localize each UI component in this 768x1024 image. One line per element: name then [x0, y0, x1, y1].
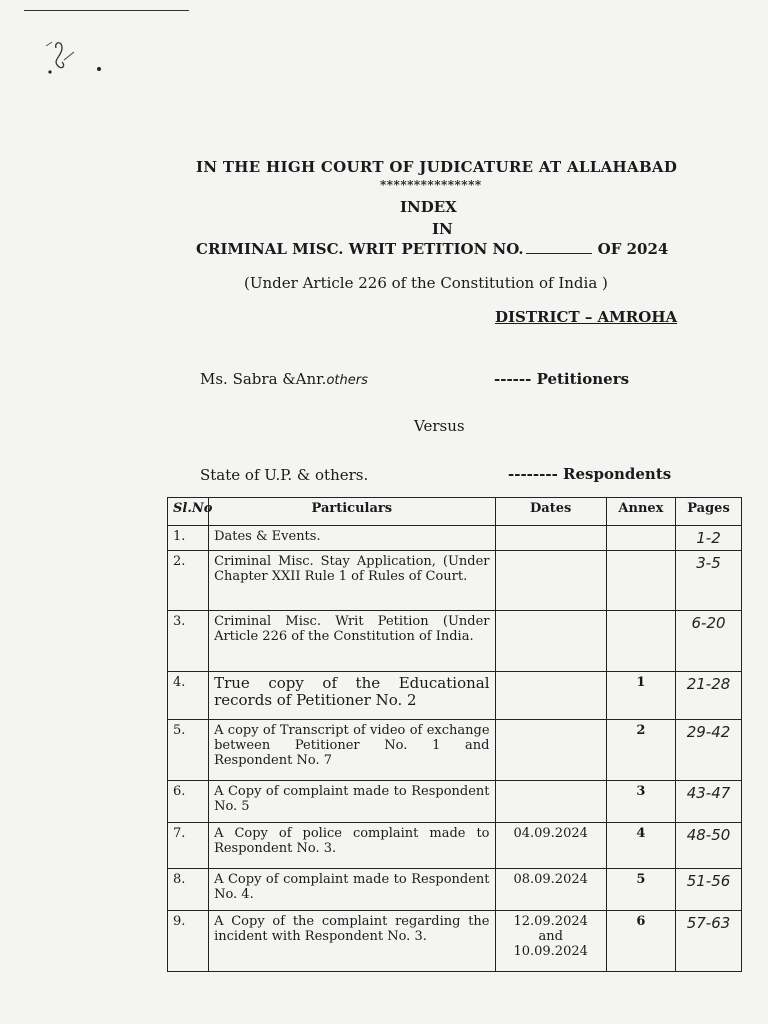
row-annex [606, 526, 675, 551]
respondent-name: State of U.P. & others. [200, 466, 369, 484]
row-particulars: Dates & Events. [209, 526, 495, 551]
in-heading: IN [432, 220, 453, 238]
row-annex [606, 611, 675, 672]
row-particulars: A Copy of the complaint regarding the incident with Respondent No. 3. [209, 911, 495, 972]
petitioner-role: ------ Petitioners [494, 370, 630, 388]
petitioner-name [200, 370, 368, 388]
handwritten-mark-icon [44, 38, 114, 82]
header-particulars: Particulars [209, 498, 495, 526]
row-annex: 3 [606, 781, 675, 823]
row-annex: 2 [606, 720, 675, 781]
row-dates [495, 551, 606, 611]
row-annex: 4 [606, 823, 675, 869]
row-dates [495, 720, 606, 781]
row-dates [495, 672, 606, 720]
table-row [168, 551, 742, 611]
row-annex: 1 [606, 672, 675, 720]
index-table [167, 497, 742, 972]
row-sl: 3. [168, 611, 209, 672]
court-title: IN THE HIGH COURT OF JUDICATURE AT ALLAHABAD [196, 158, 678, 176]
petitioner-handwritten-note: others [326, 373, 368, 388]
row-sl: 9. [168, 911, 209, 972]
table-row [168, 911, 742, 972]
petition-prefix: CRIMINAL MISC. WRIT PETITION NO. [196, 240, 524, 258]
row-particulars: Criminal Misc. Stay Application, (Under Chapter XXII Rule 1 of Rules of Court. [209, 551, 495, 611]
row-sl: 1. [168, 526, 209, 551]
index-heading: INDEX [400, 198, 457, 216]
row-dates [495, 781, 606, 823]
row-pages: 43-47 [676, 781, 742, 823]
row-sl: 6. [168, 781, 209, 823]
petition-title [196, 240, 696, 258]
row-particulars: A copy of Transcript of video of exchange between Petitioner No. 1 and Respondent No. 7 [209, 720, 495, 781]
row-pages: 1-2 [676, 526, 742, 551]
row-annex: 5 [606, 869, 675, 911]
row-sl: 5. [168, 720, 209, 781]
row-pages: 3-5 [676, 551, 742, 611]
row-particulars: A Copy of complaint made to Respondent No. 5 [209, 781, 495, 823]
table-row [168, 781, 742, 823]
petition-number-blank [526, 253, 592, 254]
top-rule [24, 10, 189, 11]
row-dates: 08.09.2024 [495, 869, 606, 911]
row-pages: 57-63 [676, 911, 742, 972]
row-particulars: Criminal Misc. Writ Petition (Under Article 226 of the Constitution of India. [209, 611, 495, 672]
table-header-row [168, 498, 742, 526]
header-dates: Dates [495, 498, 606, 526]
row-sl: 2. [168, 551, 209, 611]
header-annex: Annex [606, 498, 675, 526]
row-pages: 21-28 [676, 672, 742, 720]
table-row [168, 611, 742, 672]
row-pages: 6-20 [676, 611, 742, 672]
row-annex: 6 [606, 911, 675, 972]
table-row [168, 526, 742, 551]
row-sl: 4. [168, 672, 209, 720]
respondent-role: -------- Respondents [508, 465, 672, 483]
versus-label: Versus [414, 417, 465, 435]
row-particulars: True copy of the Educational records of Petitioner No. 2 [209, 672, 495, 720]
table-row [168, 823, 742, 869]
row-dates [495, 611, 606, 672]
table-row [168, 672, 742, 720]
row-sl: 7. [168, 823, 209, 869]
row-pages: 29-42 [676, 720, 742, 781]
row-pages: 51-56 [676, 869, 742, 911]
petitioner-name-text: Ms. Sabra &Anr. [200, 370, 327, 388]
petition-suffix: OF 2024 [597, 240, 669, 258]
row-dates: 12.09.2024 and 10.09.2024 [495, 911, 606, 972]
article-subtitle: (Under Article 226 of the Constitution of India ) [244, 274, 608, 292]
row-pages: 48-50 [676, 823, 742, 869]
row-dates [495, 526, 606, 551]
stars-divider: *************** [380, 178, 482, 192]
row-annex [606, 551, 675, 611]
table-row [168, 869, 742, 911]
table-row [168, 720, 742, 781]
header-sl-no: Sl.No [168, 498, 209, 526]
row-dates: 04.09.2024 [495, 823, 606, 869]
row-sl: 8. [168, 869, 209, 911]
district-heading: DISTRICT – AMROHA [495, 308, 678, 326]
header-pages: Pages [676, 498, 742, 526]
row-particulars: A Copy of complaint made to Respondent No. 4. [209, 869, 495, 911]
row-particulars: A Copy of police complaint made to Respondent No. 3. [209, 823, 495, 869]
